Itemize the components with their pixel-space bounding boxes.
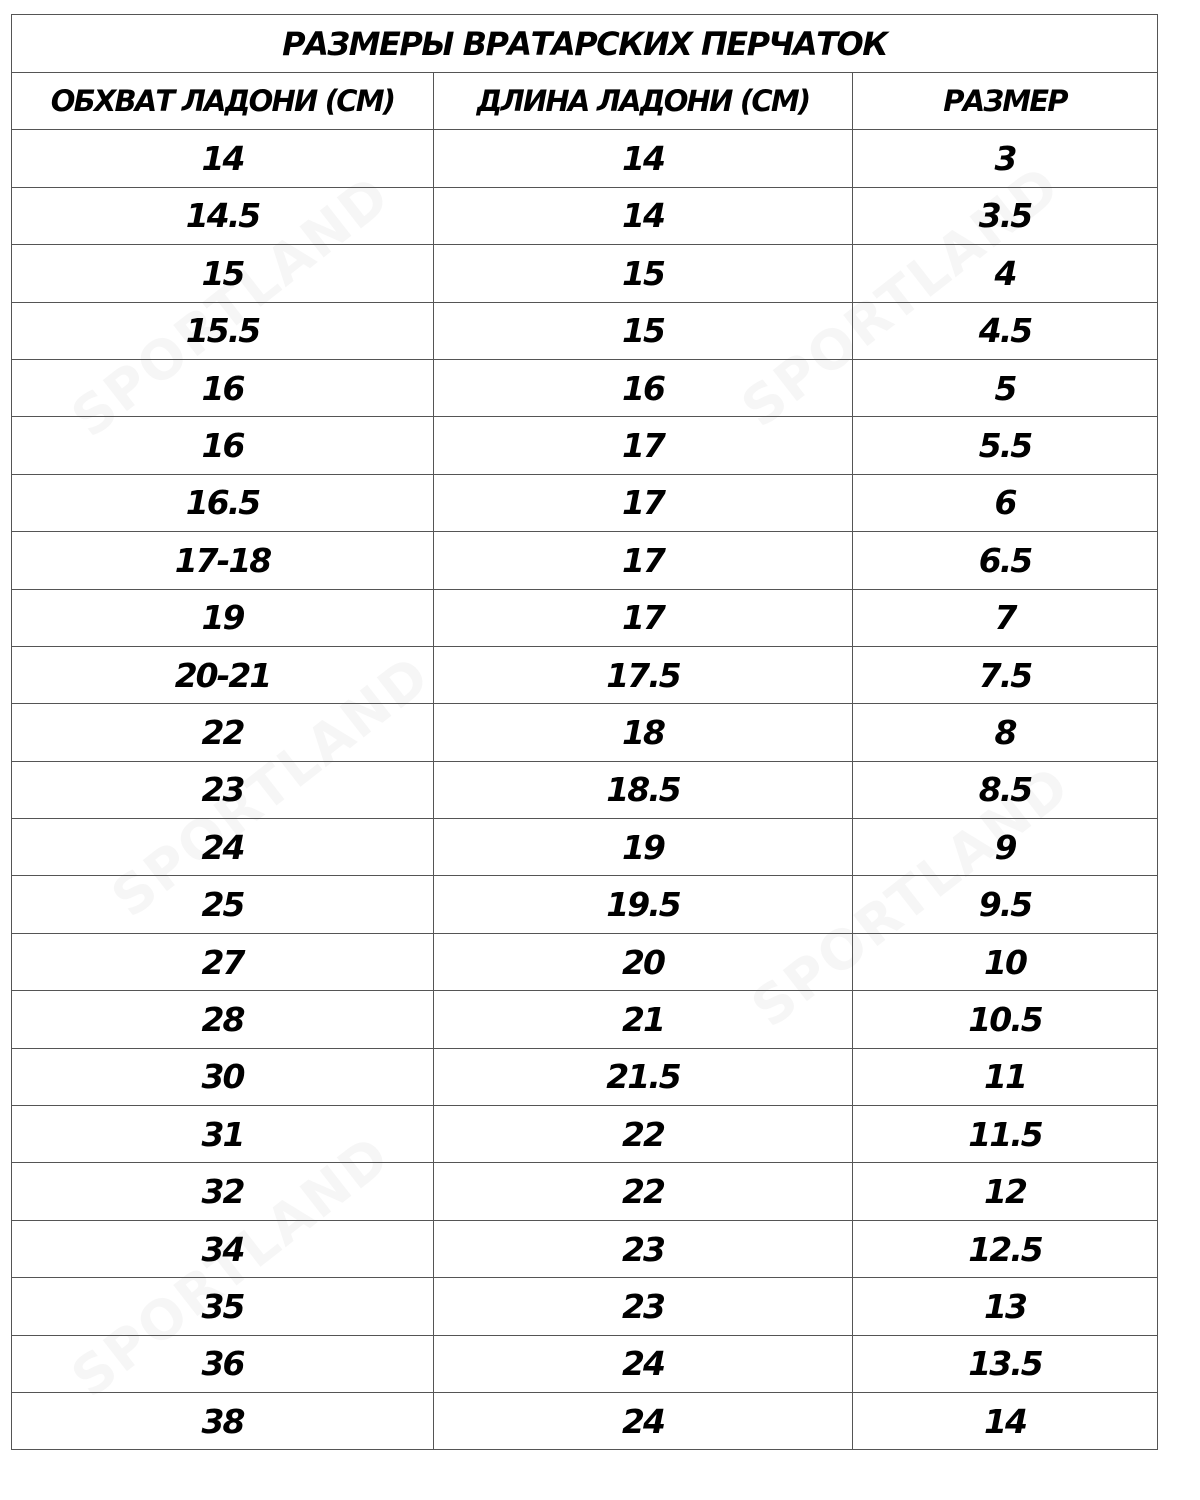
- cell-size: 9: [853, 819, 1158, 876]
- cell-palm-length: 18.5: [434, 761, 853, 818]
- cell-size: 5.5: [853, 417, 1158, 474]
- cell-palm-girth: 16: [12, 359, 434, 416]
- cell-size: 8.5: [853, 761, 1158, 818]
- cell-palm-length: 24: [434, 1392, 853, 1449]
- size-chart-table: [11, 14, 1158, 1450]
- table-row: [12, 933, 1158, 990]
- cell-palm-length: 19: [434, 819, 853, 876]
- cell-palm-length: 17: [434, 417, 853, 474]
- table-row: [12, 302, 1158, 359]
- cell-palm-length: 15: [434, 245, 853, 302]
- cell-palm-length: 14: [434, 187, 853, 244]
- cell-palm-length: 16: [434, 359, 853, 416]
- cell-palm-girth: 14.5: [12, 187, 434, 244]
- cell-size: 8: [853, 704, 1158, 761]
- table-row: [12, 646, 1158, 703]
- cell-size: 11.5: [853, 1106, 1158, 1163]
- table-row: [12, 474, 1158, 531]
- cell-size: 12: [853, 1163, 1158, 1220]
- cell-palm-girth: 35: [12, 1278, 434, 1335]
- table-row: [12, 761, 1158, 818]
- title-row: [12, 15, 1158, 73]
- cell-size: 7.5: [853, 646, 1158, 703]
- cell-size: 13: [853, 1278, 1158, 1335]
- cell-palm-length: 15: [434, 302, 853, 359]
- cell-size: 5: [853, 359, 1158, 416]
- cell-palm-length: 17: [434, 532, 853, 589]
- cell-palm-length: 17: [434, 589, 853, 646]
- table-row: [12, 1163, 1158, 1220]
- table-row: [12, 1048, 1158, 1105]
- table-row: [12, 187, 1158, 244]
- cell-palm-girth: 27: [12, 933, 434, 990]
- table-row: [12, 245, 1158, 302]
- cell-palm-girth: 28: [12, 991, 434, 1048]
- cell-palm-girth: 16: [12, 417, 434, 474]
- cell-size: 6.5: [853, 532, 1158, 589]
- cell-size: 9.5: [853, 876, 1158, 933]
- cell-palm-length: 23: [434, 1278, 853, 1335]
- table-row: [12, 819, 1158, 876]
- table-title: РАЗМЕРЫ ВРАТАРСКИХ ПЕРЧАТОК: [12, 15, 1158, 73]
- table-row: [12, 589, 1158, 646]
- cell-palm-length: 21.5: [434, 1048, 853, 1105]
- cell-size: 11: [853, 1048, 1158, 1105]
- cell-palm-girth: 32: [12, 1163, 434, 1220]
- cell-size: 13.5: [853, 1335, 1158, 1392]
- cell-palm-girth: 38: [12, 1392, 434, 1449]
- cell-palm-girth: 20-21: [12, 646, 434, 703]
- cell-palm-girth: 30: [12, 1048, 434, 1105]
- cell-palm-girth: 25: [12, 876, 434, 933]
- table-row: [12, 704, 1158, 761]
- cell-palm-length: 19.5: [434, 876, 853, 933]
- cell-palm-girth: 34: [12, 1220, 434, 1277]
- cell-size: 10: [853, 933, 1158, 990]
- cell-palm-length: 20: [434, 933, 853, 990]
- cell-palm-girth: 19: [12, 589, 434, 646]
- cell-palm-girth: 24: [12, 819, 434, 876]
- cell-size: 6: [853, 474, 1158, 531]
- cell-size: 3.5: [853, 187, 1158, 244]
- cell-palm-girth: 17-18: [12, 532, 434, 589]
- table-row: [12, 359, 1158, 416]
- column-header-palm-girth: ОБХВАТ ЛАДОНИ (СМ): [12, 73, 434, 130]
- cell-palm-girth: 23: [12, 761, 434, 818]
- table-body: [12, 130, 1158, 1450]
- cell-size: 3: [853, 130, 1158, 187]
- cell-palm-length: 24: [434, 1335, 853, 1392]
- cell-palm-length: 23: [434, 1220, 853, 1277]
- cell-palm-length: 18: [434, 704, 853, 761]
- cell-size: 10.5: [853, 991, 1158, 1048]
- cell-size: 7: [853, 589, 1158, 646]
- header-row: [12, 73, 1158, 130]
- cell-size: 4: [853, 245, 1158, 302]
- cell-palm-girth: 31: [12, 1106, 434, 1163]
- table-row: [12, 417, 1158, 474]
- cell-palm-length: 17: [434, 474, 853, 531]
- cell-palm-girth: 16.5: [12, 474, 434, 531]
- cell-palm-girth: 15: [12, 245, 434, 302]
- cell-palm-girth: 15.5: [12, 302, 434, 359]
- table-row: [12, 1335, 1158, 1392]
- cell-palm-girth: 14: [12, 130, 434, 187]
- cell-palm-length: 21: [434, 991, 853, 1048]
- column-header-size: РАЗМЕР: [853, 73, 1158, 130]
- table-row: [12, 1106, 1158, 1163]
- cell-palm-length: 22: [434, 1106, 853, 1163]
- table-row: [12, 876, 1158, 933]
- cell-palm-girth: 36: [12, 1335, 434, 1392]
- table-row: [12, 991, 1158, 1048]
- table-row: [12, 1392, 1158, 1449]
- table-row: [12, 532, 1158, 589]
- cell-size: 12.5: [853, 1220, 1158, 1277]
- cell-palm-length: 17.5: [434, 646, 853, 703]
- column-header-palm-length: ДЛИНА ЛАДОНИ (СМ): [434, 73, 853, 130]
- cell-palm-length: 22: [434, 1163, 853, 1220]
- table-row: [12, 130, 1158, 187]
- cell-palm-length: 14: [434, 130, 853, 187]
- cell-palm-girth: 22: [12, 704, 434, 761]
- cell-size: 4.5: [853, 302, 1158, 359]
- table-row: [12, 1220, 1158, 1277]
- table-row: [12, 1278, 1158, 1335]
- cell-size: 14: [853, 1392, 1158, 1449]
